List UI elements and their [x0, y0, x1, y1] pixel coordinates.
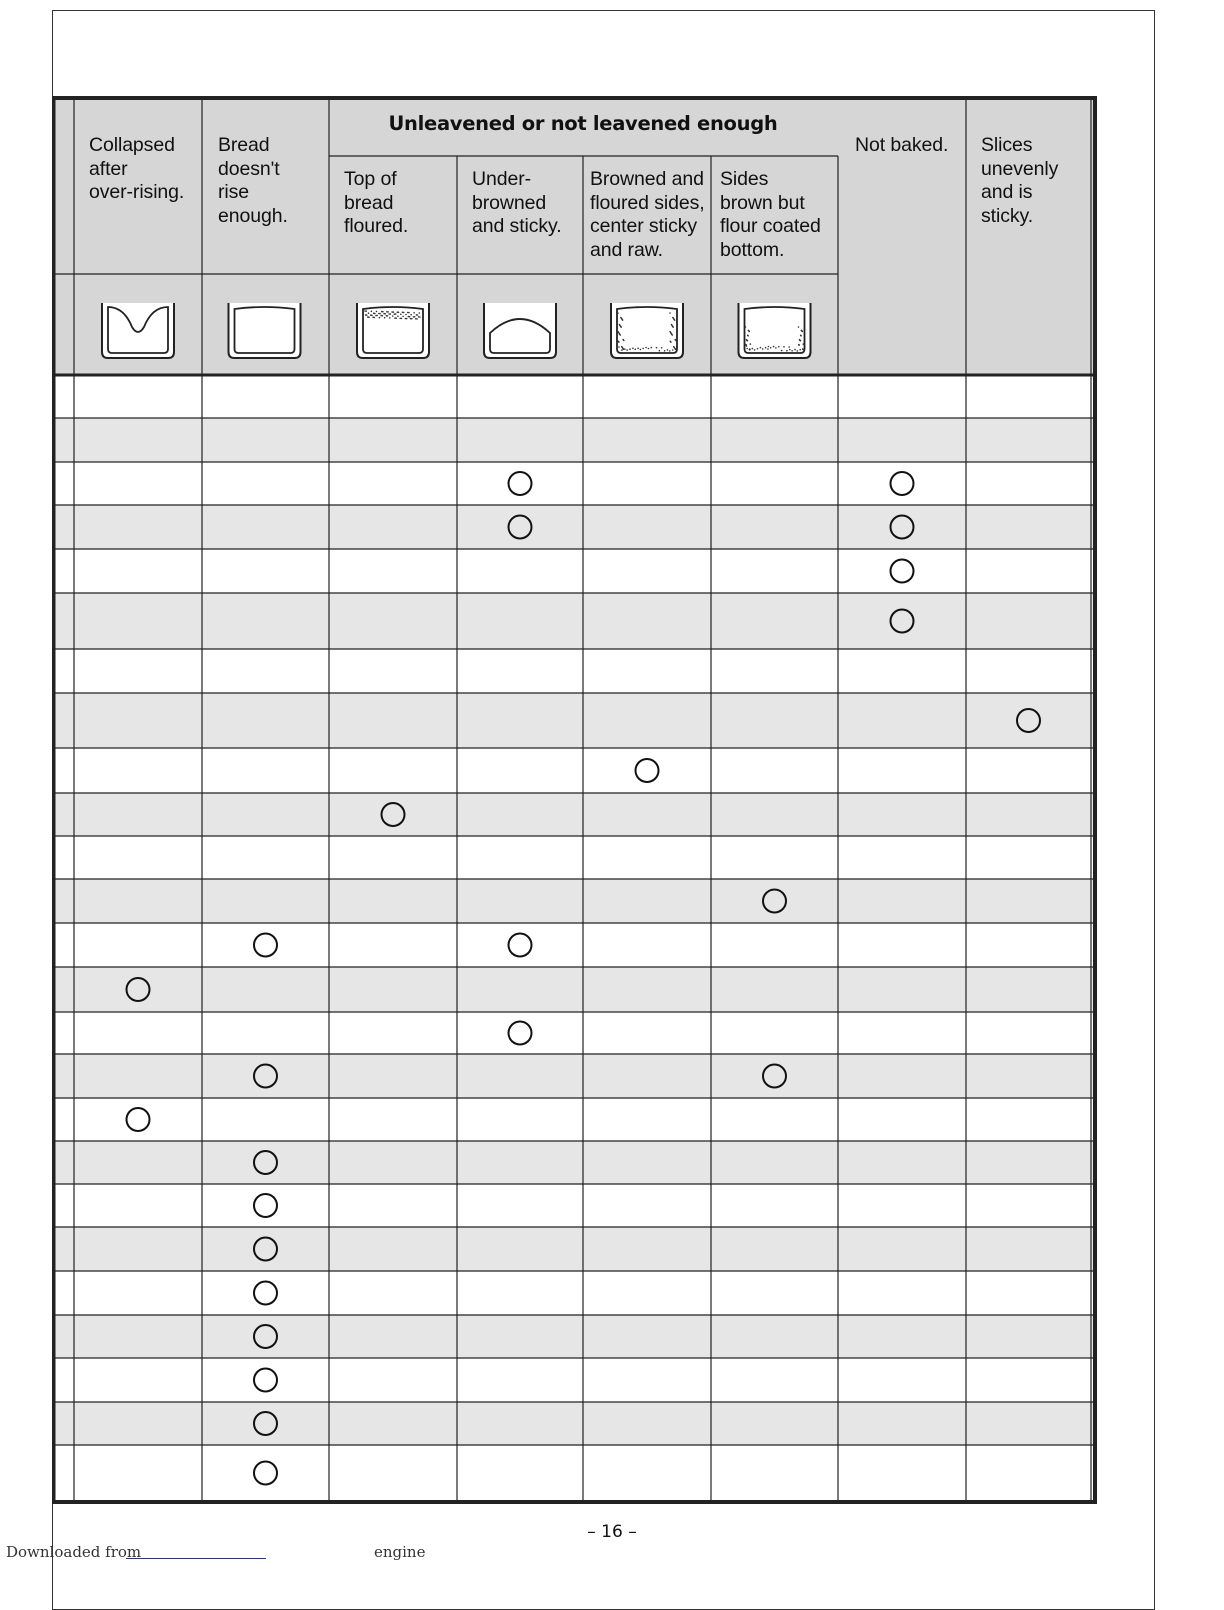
shaded-row [52, 967, 1095, 1012]
check-mark [254, 934, 277, 957]
footer-prefix: Downloaded from [6, 1543, 142, 1561]
shaded-row [52, 1054, 1095, 1098]
check-mark [509, 934, 532, 957]
check-mark [254, 1194, 277, 1217]
check-mark [254, 1369, 277, 1392]
check-mark [509, 472, 532, 495]
shaded-row [52, 1227, 1095, 1271]
group-header-unleavened: Unleavened or not leavened enough [388, 112, 778, 135]
short-loaf-icon [229, 303, 301, 358]
shaded-row [52, 879, 1095, 923]
check-mark [254, 1282, 277, 1305]
shaded-row [52, 1141, 1095, 1184]
shaded-row [52, 1402, 1095, 1445]
floured-bottom-loaf-icon [739, 303, 811, 358]
floured-top-loaf-icon [357, 303, 429, 358]
check-mark [254, 1462, 277, 1485]
col-header-underbrowned: Under- browned and sticky. [472, 168, 562, 237]
col-header-not-baked: Not baked. [855, 134, 949, 156]
shaded-row [52, 693, 1095, 748]
col-header-doesnt-rise: Bread doesn't rise enough. [218, 134, 288, 227]
shaded-row [52, 505, 1095, 549]
troubleshooting-table [52, 96, 1097, 1505]
shaded-row [52, 593, 1095, 649]
shaded-row [52, 1315, 1095, 1358]
check-mark [509, 1022, 532, 1045]
col-header-top-floured: Top of bread floured. [344, 168, 409, 237]
shaded-row [52, 793, 1095, 836]
check-mark [891, 560, 914, 583]
collapsed-loaf-icon [102, 303, 174, 358]
check-mark [636, 759, 659, 782]
col-header-floured-sides: Browned and floured sides, center sticky and raw. [590, 168, 705, 261]
footer-suffix: engine [374, 1543, 426, 1561]
table-grid [52, 96, 1097, 1505]
page-number: – 16 – [587, 1522, 637, 1542]
col-header-floured-bottom: Sides brown but flour coated bottom. [720, 168, 821, 261]
check-mark [127, 1108, 150, 1131]
domed-loaf-icon [484, 303, 556, 358]
check-mark [891, 472, 914, 495]
col-header-collapsed: Collapsed after over-rising. [89, 134, 185, 203]
shaded-row [52, 418, 1095, 462]
col-header-slices-unevenly: Slices unevenly and is sticky. [981, 134, 1059, 227]
footer-link[interactable] [126, 1558, 266, 1559]
floured-sides-loaf-icon [611, 303, 683, 358]
